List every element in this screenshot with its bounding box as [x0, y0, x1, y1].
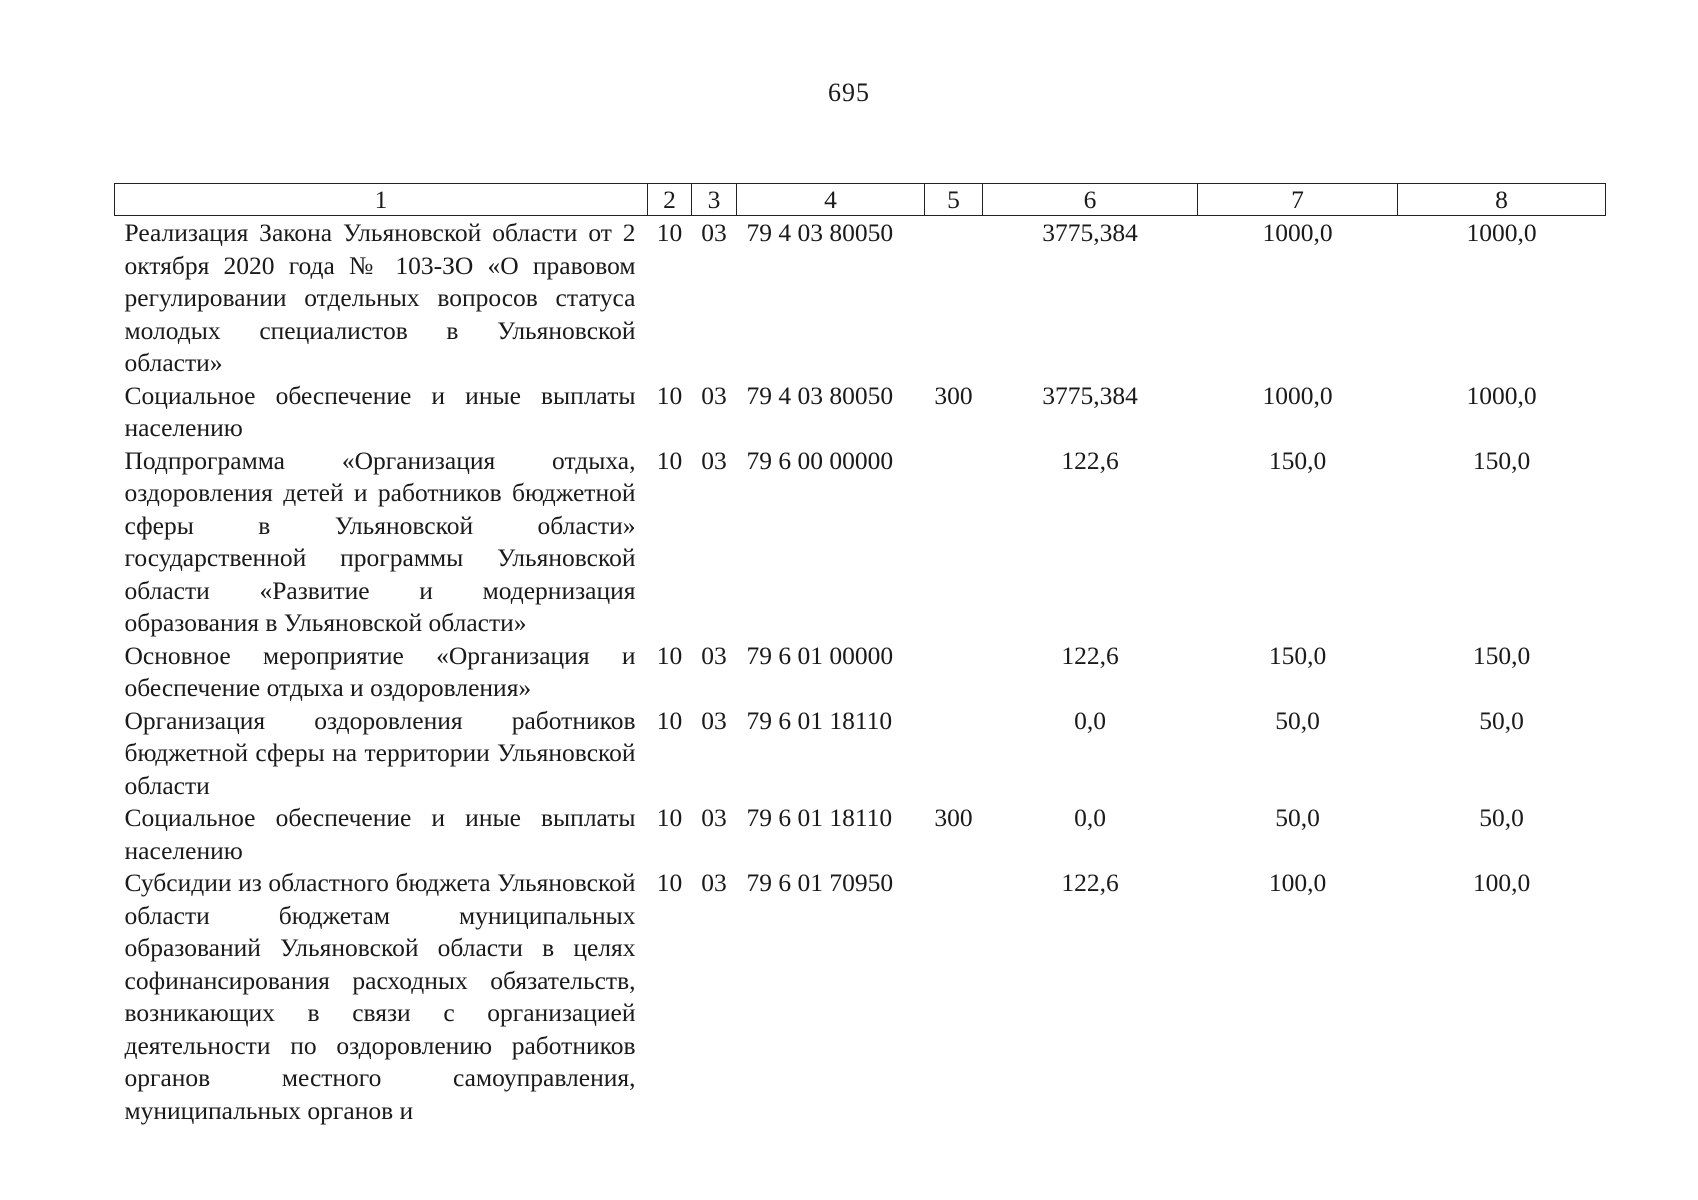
- row-value-col7: 100,0: [1268, 868, 1327, 897]
- row-target-article: 79 4 03 80050: [746, 380, 894, 410]
- row-section: 10: [656, 705, 683, 735]
- table-row: [115, 640, 1606, 705]
- row-expense-type: 300: [934, 380, 973, 410]
- row-value-col6: 3775,384: [1042, 380, 1138, 410]
- row-subsection: 03: [701, 445, 727, 475]
- page-number: 695: [828, 78, 870, 107]
- row-target-article: 79 6 01 70950: [746, 868, 894, 897]
- row-subsection: 03: [701, 803, 727, 832]
- table-row: [115, 445, 1606, 640]
- row-target-article: 79 6 01 18110: [746, 803, 893, 832]
- table-row: [115, 705, 1606, 803]
- row-value-col7: 150,0: [1268, 640, 1327, 670]
- row-value-col8: 50,0: [1479, 803, 1524, 832]
- row-value-col6: 0,0: [1074, 803, 1106, 832]
- row-value-col6: 0,0: [1074, 705, 1106, 735]
- header-cell-5: 5: [925, 184, 983, 216]
- header-cell-8: 8: [1398, 184, 1606, 216]
- row-value-col7: 50,0: [1275, 803, 1320, 832]
- row-subsection: 03: [701, 705, 727, 735]
- row-value-col6: 122,6: [1061, 445, 1119, 475]
- row-target-article: 79 6 01 00000: [746, 640, 894, 670]
- row-description: Основное мероприятие «Организация и обеспечение отдыха и оздоровления»: [124, 640, 636, 702]
- row-section: 10: [656, 445, 683, 475]
- row-value-col6: 122,6: [1061, 868, 1119, 897]
- row-value-col8: 150,0: [1472, 640, 1531, 670]
- budget-table: [114, 183, 1606, 1127]
- row-value-col6: 3775,384: [1042, 218, 1138, 247]
- row-expense-type: [925, 216, 983, 380]
- row-section: 10: [656, 218, 683, 247]
- row-section: 10: [656, 380, 683, 410]
- row-description: Организация оздоровления работников бюджетной сферы на территории Ульяновской области: [124, 705, 636, 800]
- table-body: [115, 216, 1606, 1128]
- row-section: 10: [656, 640, 683, 670]
- row-description: Социальное обеспечение и иные выплаты населению: [124, 803, 636, 865]
- header-cell-4: 4: [737, 184, 925, 216]
- row-target-article: 79 6 00 00000: [746, 445, 894, 475]
- row-expense-type: [925, 705, 983, 803]
- row-value-col7: 1000,0: [1262, 218, 1333, 247]
- header-cell-7: 7: [1198, 184, 1398, 216]
- row-value-col8: 100,0: [1472, 868, 1531, 897]
- row-description: Реализация Закона Ульяновской области от 2 октября 2020 года № 103-ЗО «О правовом регулировании отдельных вопросов статуса молодых специалистов в Ульяновской области»: [124, 218, 636, 377]
- row-expense-type: [925, 445, 983, 640]
- row-section: 10: [656, 868, 683, 897]
- table-row: [115, 802, 1606, 867]
- header-cell-2: 2: [648, 184, 692, 216]
- header-cell-1: 1: [115, 184, 648, 216]
- row-section: 10: [656, 803, 683, 832]
- row-subsection: 03: [701, 380, 727, 410]
- row-expense-type: [925, 640, 983, 705]
- table-header-row: [115, 184, 1606, 216]
- row-target-article: 79 6 01 18110: [746, 705, 893, 735]
- row-subsection: 03: [701, 218, 727, 247]
- row-description: Подпрограмма «Организация отдыха, оздоровления детей и работников бюджетной сферы в Ульяновской области» государственной программы Ульяновской области «Развитие и модернизация образования в Ульяновской области»: [124, 445, 636, 637]
- table-row: [115, 867, 1606, 1127]
- header-cell-3: 3: [692, 184, 737, 216]
- row-value-col6: 122,6: [1061, 640, 1119, 670]
- row-subsection: 03: [701, 868, 727, 897]
- row-value-col8: 1000,0: [1466, 218, 1537, 247]
- row-value-col8: 150,0: [1472, 445, 1531, 475]
- header-cell-6: 6: [983, 184, 1198, 216]
- row-description: Социальное обеспечение и иные выплаты населению: [124, 380, 636, 442]
- row-target-article: 79 4 03 80050: [746, 218, 894, 247]
- row-subsection: 03: [701, 640, 727, 670]
- row-value-col7: 1000,0: [1262, 380, 1333, 410]
- row-expense-type: 300: [934, 803, 973, 832]
- row-value-col7: 50,0: [1275, 705, 1320, 735]
- row-value-col8: 1000,0: [1466, 380, 1537, 410]
- row-value-col7: 150,0: [1268, 445, 1327, 475]
- row-expense-type: [925, 867, 983, 1127]
- table-row: [115, 216, 1606, 380]
- table-row: [115, 380, 1606, 445]
- row-description: Субсидии из областного бюджета Ульяновской области бюджетам муниципальных образований Ульяновской области в целях софинансирования расходных обязательств, возникающих в связи с организацией деятельности по оздоровлению работников органов местного самоуправления, муниципальных органов и: [124, 868, 636, 1125]
- row-value-col8: 50,0: [1479, 705, 1524, 735]
